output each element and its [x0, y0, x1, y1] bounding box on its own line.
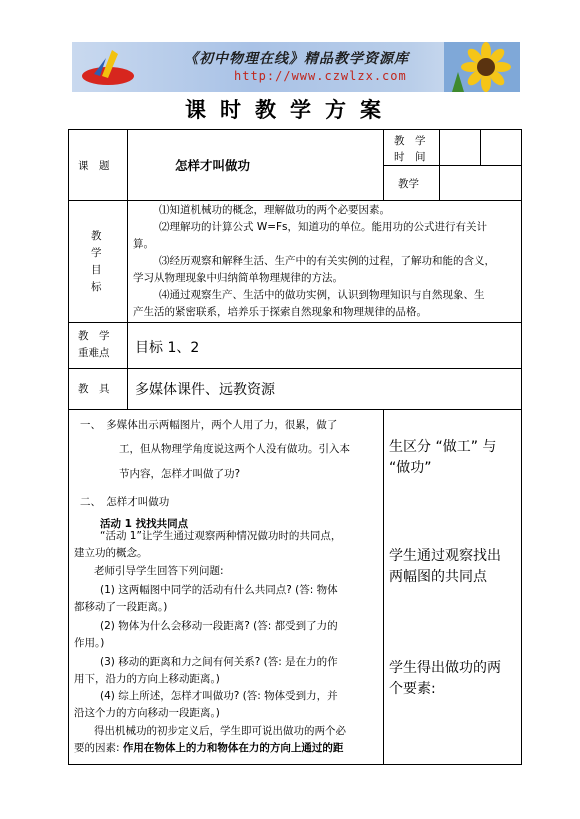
objective-line-3: 算。	[133, 238, 154, 250]
body-line-8: (3) 移动的距离和力之间有何关系? (答: 是在力的作	[100, 656, 338, 668]
objective-line-5: 学习从物理现象中归纳简单物理规律的方法。	[133, 272, 343, 284]
note-1-line-2: “做功”	[389, 460, 432, 476]
intro-line-3: 节内容，怎样才叫做了功?	[119, 468, 241, 480]
objectives-label-1: 教	[91, 230, 102, 242]
objective-line-1: ⑴知道机械功的概念，理解做功的两个必要因素。	[159, 204, 390, 216]
body-line-4: (1) 这两幅图中同学的活动有什么共同点? (答: 物体	[100, 584, 338, 596]
body-line-2: 建立功的概念。	[74, 547, 148, 559]
intro-line-1: 一、 多媒体出示两幅图片，两个人用了力，很累，做了	[80, 419, 338, 431]
site-logo-icon	[78, 46, 142, 88]
banner-url: http://www.czwlzx.com	[234, 69, 407, 83]
objectives-label-4: 标	[91, 281, 102, 293]
objectives-label-2: 学	[91, 247, 102, 259]
time-label-2: 时 间	[394, 151, 426, 163]
topic-value: 怎样才叫做功	[175, 158, 251, 173]
body-line-5: 都移动了一段距离。)	[74, 601, 168, 613]
note-1-line-1: 生区分 “做工” 与	[389, 439, 497, 455]
note-2-line-2: 两幅图的共同点	[389, 569, 487, 585]
body-line-11: 沿这个力的方向移动一段距离。)	[74, 707, 220, 719]
study-label: 教学	[398, 178, 419, 190]
key-points-label-2: 重难点	[78, 347, 110, 359]
body-line-7: 作用。)	[74, 637, 105, 649]
note-3-line-2: 个要素:	[389, 681, 436, 697]
intro-line-2: 工，但从物理学角度说这两个人没有做功。引入本	[119, 443, 350, 455]
time-label-1: 教 学	[394, 135, 426, 147]
key-points-label-1: 教 学	[78, 330, 110, 342]
sunflower-icon	[444, 42, 520, 92]
objectives-label-3: 目	[91, 264, 102, 276]
objective-line-2: ⑵理解功的计算公式 W=Fs，知道功的单位。能用功的公式进行有关计	[159, 221, 488, 233]
body-line-13	[74, 740, 343, 757]
topic-label: 课 题	[78, 160, 110, 172]
note-3-line-1: 学生得出做功的两	[389, 660, 501, 676]
body-line-12: 得出机械功的初步定义后，学生即可说出做功的两个必	[94, 725, 346, 737]
body-line-1: “活动 1”让学生通过观察两种情况做功时的共同点，	[100, 530, 342, 542]
activity-title: 活动 1 找找共同点	[100, 518, 189, 530]
body-line-3: 老师引导学生回答下列问题:	[94, 565, 224, 577]
key-points-value: 目标 1、2	[135, 340, 200, 356]
note-2-line-1: 学生通过观察找出	[389, 548, 501, 564]
objective-line-6: ⑷通过观察生产、生活中的做功实例，认识到物理知识与自然现象、生	[159, 289, 485, 301]
body-line-13-bold: 作用在物体上的力和物体在力的方向上通过的距	[122, 742, 344, 754]
body-line-6: (2) 物体为什么会移动一段距离? (答: 都受到了力的	[100, 620, 338, 632]
body-line-10: (4) 综上所述，怎样才叫做功? (答: 物体受到力，并	[100, 690, 338, 702]
tools-label: 教 具	[78, 383, 110, 395]
objective-line-7: 产生活的紧密联系，培养乐于探索自然现象和物理规律的品格。	[133, 306, 427, 318]
body-line-9: 用下，沿力的方向上移动距离。)	[74, 673, 220, 685]
header-banner	[72, 42, 520, 92]
body-line-13-text: 要的因素:	[74, 742, 123, 754]
banner-title: 《初中物理在线》精品教学资源库	[184, 51, 409, 67]
tools-value: 多媒体课件、远教资源	[135, 382, 275, 398]
objective-line-4: ⑶经历观察和解释生活、生产中的有关实例的过程，了解功和能的含义，	[159, 255, 495, 267]
section-two-heading: 二、 怎样才叫做功	[80, 496, 170, 508]
page-title: 课时教学方案	[185, 97, 395, 122]
